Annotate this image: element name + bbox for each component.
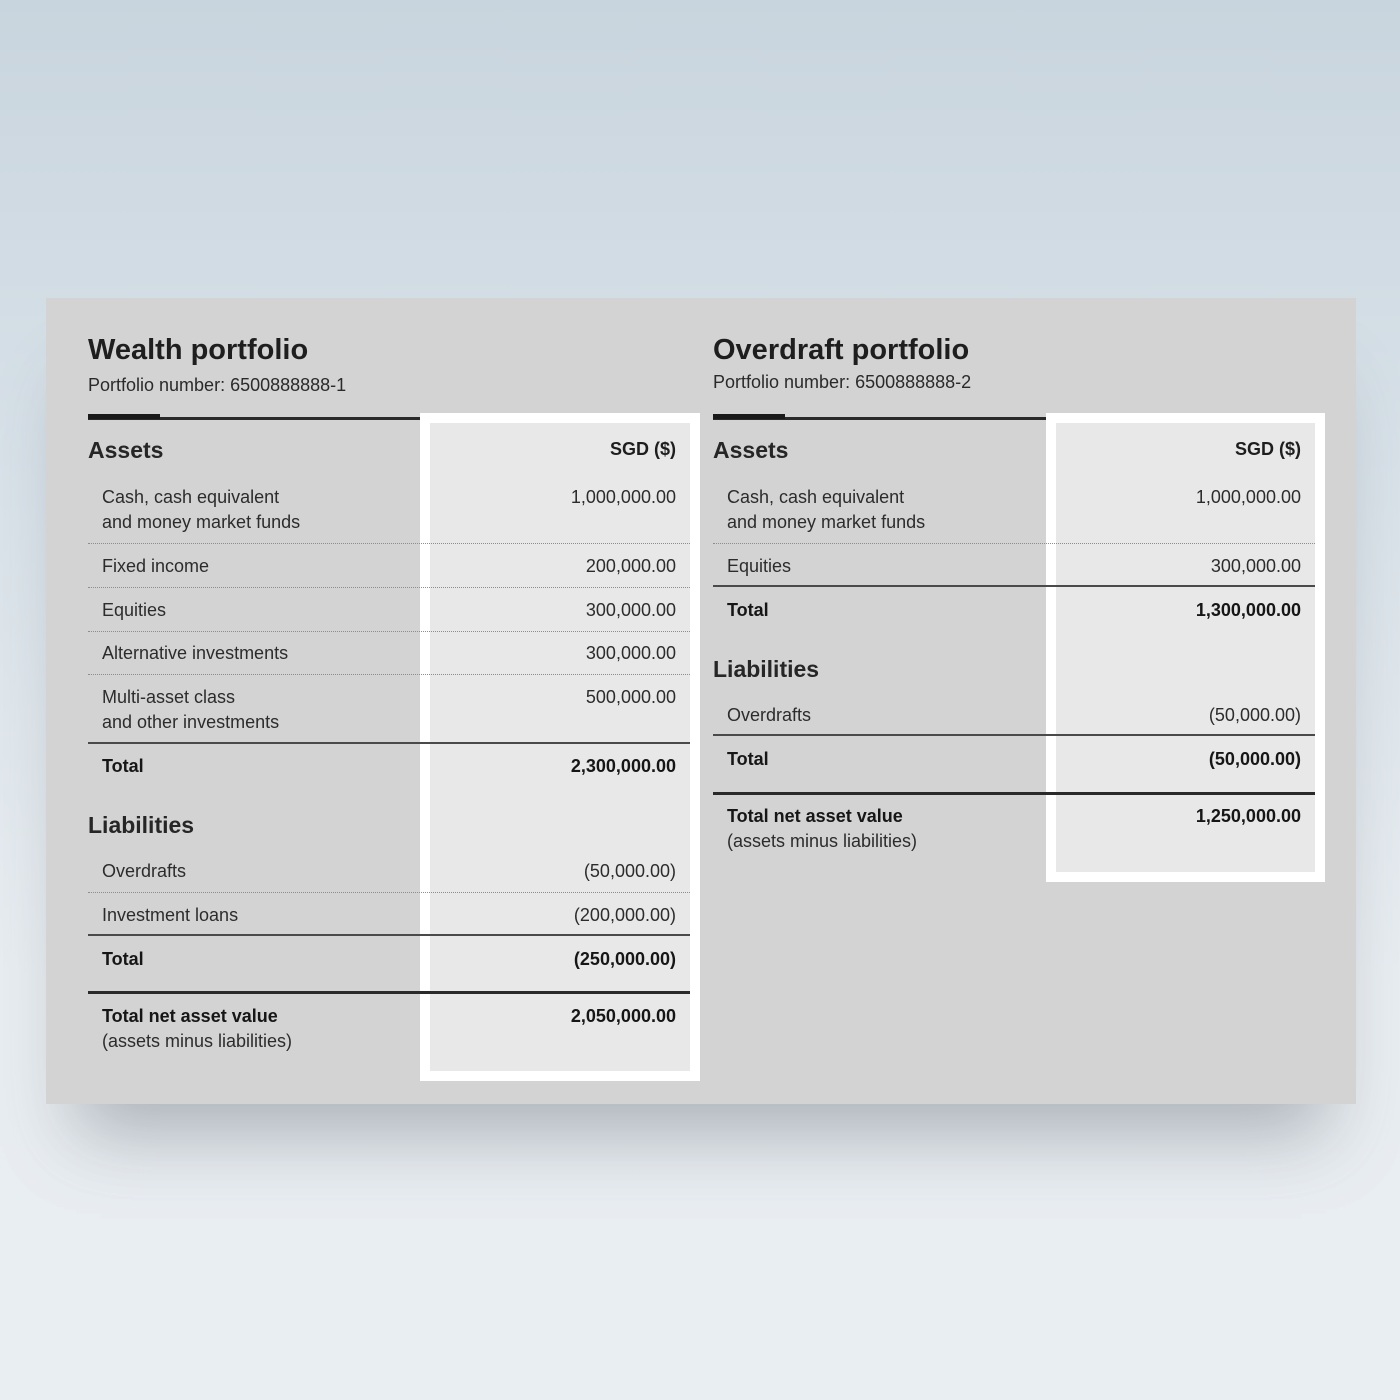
wealth-portfolio-title: Wealth portfolio <box>88 334 309 366</box>
asset-label: Cash, cash equivalent and money market funds <box>102 487 301 532</box>
row-divider <box>88 543 690 544</box>
liabilities-heading: Liabilities <box>88 812 195 838</box>
wealth-portfolio-number: Portfolio number: 6500888888-1 <box>88 375 347 395</box>
portfolio-summary-card <box>46 298 1356 1104</box>
header-accent-rule <box>88 414 160 419</box>
liability-value: (50,000.00) <box>583 861 676 881</box>
asset-value: 500,000.00 <box>585 687 676 707</box>
net-value-label: Total net asset value (assets minus liabilities) <box>727 806 918 851</box>
liabilities-total-label: Total <box>102 949 144 969</box>
liability-value: (200,000.00) <box>573 905 676 925</box>
assets-heading: Assets <box>88 437 164 463</box>
value-column-highlight <box>420 413 700 1081</box>
asset-value: 1,000,000.00 <box>570 487 676 507</box>
assets-total-label: Total <box>727 600 769 620</box>
row-divider <box>88 674 690 675</box>
asset-value: 300,000.00 <box>585 600 676 620</box>
liabilities-total-value: (50,000.00) <box>1208 749 1301 769</box>
assets-heading: Assets <box>713 437 789 463</box>
liability-label: Investment loans <box>102 905 239 925</box>
asset-value: 300,000.00 <box>585 643 676 663</box>
overdraft-portfolio-panel <box>713 298 1315 1104</box>
liability-value: (50,000.00) <box>1208 705 1301 725</box>
overdraft-portfolio-number: Portfolio number: 6500888888-2 <box>713 372 972 392</box>
liability-label: Overdrafts <box>727 705 812 725</box>
asset-label: Alternative investments <box>102 643 289 663</box>
net-value-label: Total net asset value (assets minus liabilities) <box>102 1006 293 1051</box>
asset-label: Equities <box>102 600 167 620</box>
row-divider <box>713 543 1315 544</box>
header-accent-rule <box>713 414 785 419</box>
net-value-amount: 2,050,000.00 <box>570 1006 676 1026</box>
liabilities-total-value: (250,000.00) <box>573 949 676 969</box>
liability-label: Overdrafts <box>102 861 187 881</box>
asset-label: Cash, cash equivalent and money market funds <box>727 487 926 532</box>
asset-value: 300,000.00 <box>1210 556 1301 576</box>
assets-total-value: 2,300,000.00 <box>570 756 676 776</box>
net-value-amount: 1,250,000.00 <box>1195 806 1301 826</box>
total-divider <box>713 585 1315 587</box>
asset-label: Fixed income <box>102 556 210 576</box>
liabilities-heading: Liabilities <box>713 656 820 682</box>
asset-label: Multi-asset class and other investments <box>102 687 280 732</box>
asset-value: 200,000.00 <box>585 556 676 576</box>
wealth-portfolio-panel <box>88 298 690 1104</box>
asset-label: Equities <box>727 556 792 576</box>
assets-total-value: 1,300,000.00 <box>1195 600 1301 620</box>
net-value-divider <box>88 991 690 994</box>
asset-value: 1,000,000.00 <box>1195 487 1301 507</box>
currency-header: SGD ($) <box>1234 439 1301 459</box>
row-divider <box>88 631 690 632</box>
overdraft-portfolio-title: Overdraft portfolio <box>713 334 970 366</box>
row-divider <box>88 587 690 588</box>
liabilities-total-label: Total <box>727 749 769 769</box>
total-divider <box>88 742 690 744</box>
total-divider <box>713 734 1315 736</box>
row-divider <box>88 892 690 893</box>
total-divider <box>88 934 690 936</box>
currency-header: SGD ($) <box>609 439 676 459</box>
net-value-divider <box>713 792 1315 795</box>
assets-total-label: Total <box>102 756 144 776</box>
